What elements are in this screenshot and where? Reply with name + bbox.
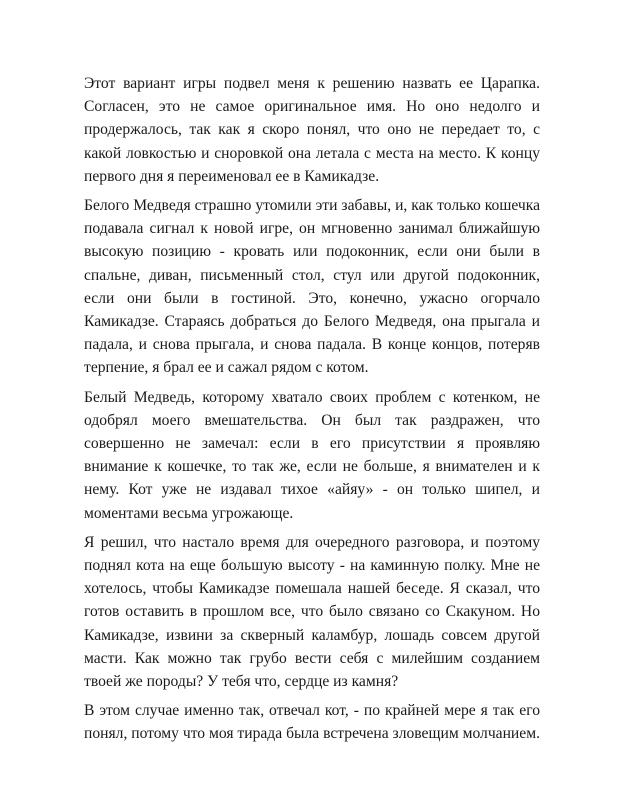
paragraph: Белый Медведь, которому хватало своих проблем с котенком, не одобрял моего вмешательства. Он был так раздражен, что совершенно не замечал: если в его присутствии я проявляю внимание к кошечке, то так же, если не больше, я внимателен и к нему. Кот уже не издавал тихое «айяу» - он только шипел, и моментами весьма угрожающе.	[84, 388, 540, 522]
paragraph: В этом случае именно так, отвечал кот, - по крайней мере я так его понял, потому что моя тирада была встречена зловещим молчанием.	[84, 702, 540, 743]
paragraph: Белого Медведя страшно утомили эти забавы, и, как только кошечка подавала сигнал к новой игре, он мгновенно занимал ближайшую высокую позицию - кровать или подоконник, если они были в спальне, диван, письменный стол, стул или другой подоконник, если они были в гостиной. Это, конечно, ужасно огорчало Камикадзе. Стараясь добраться до Белого Медведя, она прыгала и падала, и снова прыгала, и снова падала. В конце концов, потеряв терпение, я брал ее и сажал рядом с котом.	[84, 197, 540, 377]
document-page	[84, 72, 540, 752]
paragraph: Этот вариант игры подвел меня к решению назвать ее Царапка. Согласен, это не самое оригинальное имя. Но оно недолго и продержалось, так как я скоро понял, что оно не передает то, с какой ловкостью и сноровкой она летала с места на место. К концу первого дня я переименовал ее в Камикадзе.	[84, 75, 540, 185]
paragraph: Я решил, что настало время для очередного разговора, и поэтому поднял кота на еще большую высоту - на каминную полку. Мне не хотелось, чтобы Камикадзе помешала нашей беседе. Я сказал, что готов оставить в прошлом все, что было связано со Скакуном. Но Камикадзе, извини за скверный каламбур, лошадь совсем другой масти. Как можно так грубо вести себя с милейшим созданием твоей же породы? У тебя что, сердце из камня?	[84, 533, 540, 691]
